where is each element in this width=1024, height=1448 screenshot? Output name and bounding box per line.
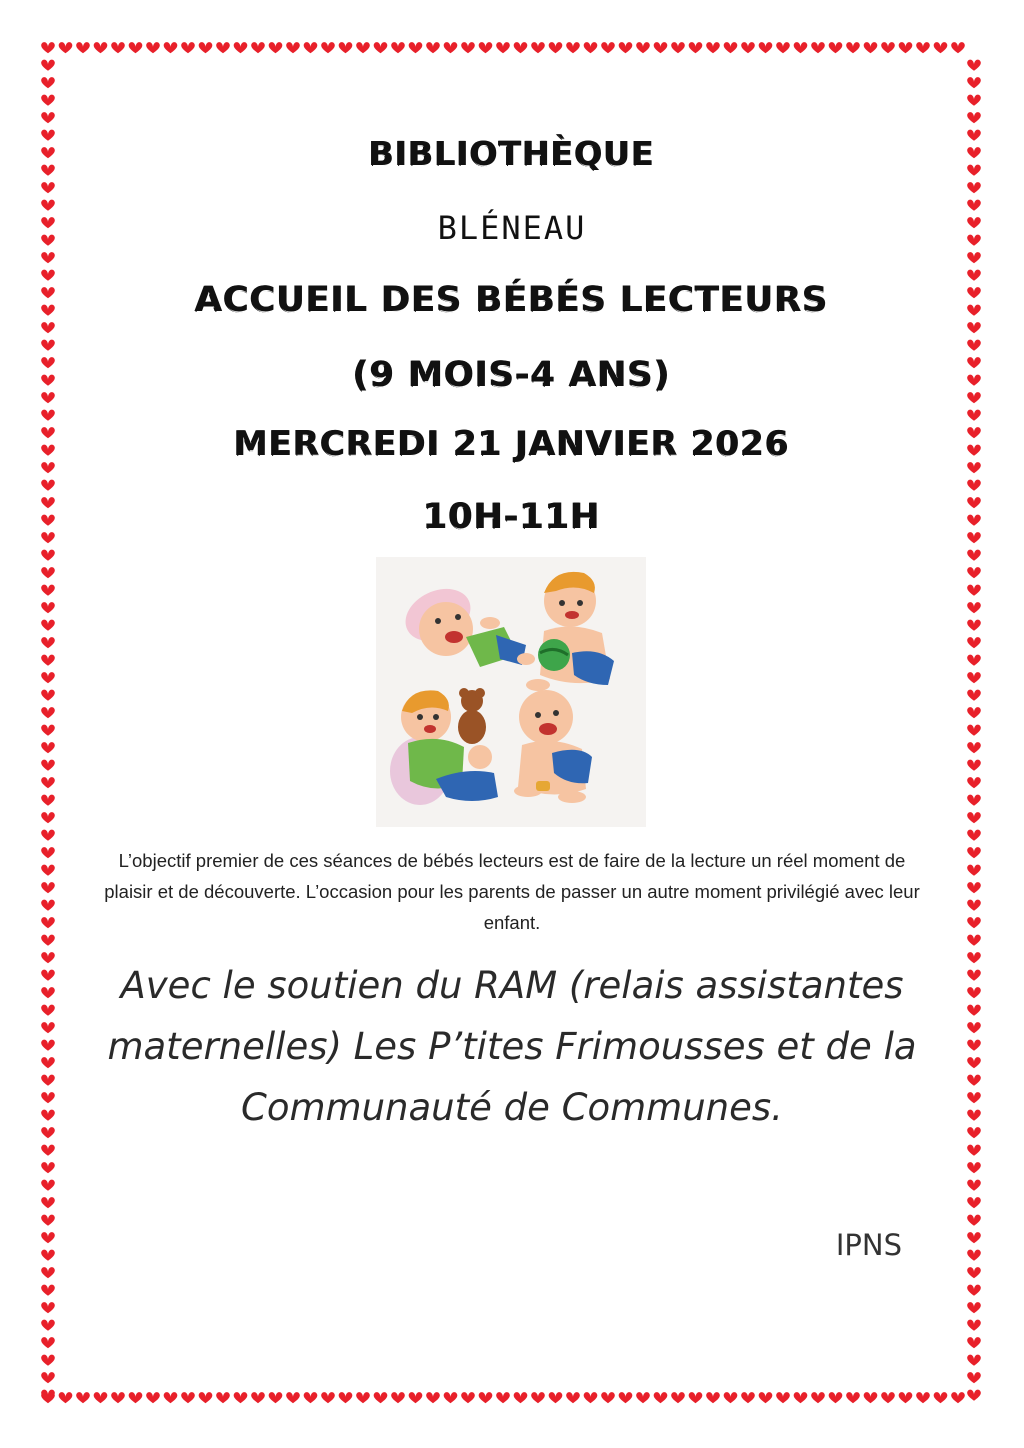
heart-icon (41, 1040, 55, 1051)
heart-icon (41, 550, 55, 561)
heart-icon (967, 1250, 981, 1261)
heart-icon (899, 42, 913, 53)
heart-icon (41, 987, 55, 998)
heart-icon (41, 777, 55, 788)
heart-icon (41, 77, 55, 88)
heart-icon (356, 1392, 370, 1403)
heart-icon (41, 42, 55, 53)
event-time: 10H-11H (423, 497, 601, 537)
heart-icon (967, 847, 981, 858)
heart-icon (129, 1392, 143, 1403)
heart-icon (531, 1392, 545, 1403)
heart-icon (619, 42, 633, 53)
heart-icon (41, 322, 55, 333)
heart-icon (951, 42, 965, 53)
heart-icon (41, 672, 55, 683)
heart-icon (967, 760, 981, 771)
heart-icon (967, 795, 981, 806)
heart-icon (811, 1392, 825, 1403)
heart-icon (426, 1392, 440, 1403)
heart-icon (967, 1320, 981, 1331)
babies-illustration (376, 557, 646, 827)
heart-icon (967, 1180, 981, 1191)
heart-icon (967, 182, 981, 193)
heart-icon (967, 987, 981, 998)
heart-icon (829, 1392, 843, 1403)
heart-icon (967, 1110, 981, 1121)
heart-icon (41, 1267, 55, 1278)
heart-icon (41, 952, 55, 963)
baby-sitting-illustration (514, 690, 592, 803)
heart-icon (286, 42, 300, 53)
heart-icon (967, 1145, 981, 1156)
baby-lying-illustration (397, 579, 535, 667)
heart-icon (41, 1162, 55, 1173)
heart-icon (164, 1392, 178, 1403)
heart-icon (794, 1392, 808, 1403)
heart-icon (846, 42, 860, 53)
heart-icon (689, 1392, 703, 1403)
heart-icon (724, 1392, 738, 1403)
heart-icon (636, 42, 650, 53)
heart-icon (846, 1392, 860, 1403)
heart-icon (967, 812, 981, 823)
heart-icon (967, 690, 981, 701)
heart-icon (41, 1302, 55, 1313)
heart-icon (76, 42, 90, 53)
heart-icon (41, 917, 55, 928)
heart-icon (619, 1392, 633, 1403)
heart-icon (967, 655, 981, 666)
heart-icon (967, 935, 981, 946)
heart-icon (967, 900, 981, 911)
heart-icon (496, 42, 510, 53)
heart-icon (967, 1372, 981, 1383)
heart-icon (199, 42, 213, 53)
heart-icon (41, 707, 55, 718)
heart-icon (531, 42, 545, 53)
heart-icon (269, 42, 283, 53)
heart-icon (706, 42, 720, 53)
heart-icon (967, 60, 981, 71)
heart-icon (199, 1392, 213, 1403)
heart-icon (41, 1232, 55, 1243)
heart-icon (967, 725, 981, 736)
heart-icon (41, 1180, 55, 1191)
heart-icon (304, 42, 318, 53)
heart-icon (321, 42, 335, 53)
heart-icon (41, 567, 55, 578)
heart-icon (41, 812, 55, 823)
heart-icon (967, 1075, 981, 1086)
heart-icon (251, 42, 265, 53)
heart-icon (967, 970, 981, 981)
heart-icon (234, 1392, 248, 1403)
heart-icon (444, 42, 458, 53)
heart-icon (566, 1392, 580, 1403)
heart-icon (514, 1392, 528, 1403)
heart-icon (41, 690, 55, 701)
heart-icon (967, 410, 981, 421)
heart-icon (967, 1215, 981, 1226)
heart-icon (967, 585, 981, 596)
support-statement: Avec le soutien du RAM (relais assistantes maternelles) Les P’tites Frimousses et de la Communauté de Communes. (107, 964, 917, 1129)
heart-icon (741, 1392, 755, 1403)
heart-icon (967, 1127, 981, 1138)
heart-icon (811, 42, 825, 53)
heart-icon (967, 1302, 981, 1313)
heart-icon (776, 42, 790, 53)
heart-icon (967, 1040, 981, 1051)
heart-icon (41, 1005, 55, 1016)
heart-icon (41, 725, 55, 736)
heart-icon (601, 1392, 615, 1403)
heart-icon (549, 1392, 563, 1403)
heart-icon (479, 1392, 493, 1403)
heart-icon (967, 865, 981, 876)
heart-icon (41, 620, 55, 631)
heart-icon (286, 1392, 300, 1403)
heart-icon (514, 42, 528, 53)
heart-icon (967, 637, 981, 648)
heart-icon (41, 1022, 55, 1033)
heart-icon (409, 1392, 423, 1403)
heart-icon (59, 42, 73, 53)
library-title: BIBLIOTHÈQUE (368, 134, 655, 173)
heart-icon (967, 620, 981, 631)
heart-icon (41, 60, 55, 71)
heart-icon (41, 970, 55, 981)
heart-icon (967, 1092, 981, 1103)
heart-icon (967, 252, 981, 263)
heart-icon (41, 1372, 55, 1383)
heart-icon (706, 1392, 720, 1403)
heart-icon (76, 1392, 90, 1403)
heart-icon (391, 42, 405, 53)
heart-icon (111, 42, 125, 53)
heart-icon (41, 602, 55, 613)
heart-icon (916, 1392, 930, 1403)
heart-icon (391, 1392, 405, 1403)
heart-icon (967, 340, 981, 351)
heart-icon (41, 95, 55, 106)
heart-icon (181, 42, 195, 53)
heart-icon (181, 1392, 195, 1403)
heart-icon (94, 1392, 108, 1403)
heart-icon (41, 760, 55, 771)
heart-icon (864, 1392, 878, 1403)
heart-icon (967, 672, 981, 683)
heart-icon (967, 1355, 981, 1366)
heart-icon (409, 42, 423, 53)
ipns-label: IPNS (835, 1228, 902, 1262)
heart-icon (967, 602, 981, 613)
heart-icon (164, 42, 178, 53)
heart-icon (41, 1250, 55, 1261)
heart-icon (967, 952, 981, 963)
heart-icon (41, 1092, 55, 1103)
heart-icon (601, 42, 615, 53)
heart-icon (829, 42, 843, 53)
heart-icon (41, 900, 55, 911)
heart-icon (759, 1392, 773, 1403)
heart-icon (41, 742, 55, 753)
baby-teddy-illustration (390, 688, 498, 805)
heart-icon (967, 830, 981, 841)
heart-icon (724, 42, 738, 53)
heart-icon (129, 42, 143, 53)
heart-icon (967, 77, 981, 88)
heart-icon (374, 1392, 388, 1403)
age-range: (9 MOIS-4 ANS) (353, 355, 671, 395)
heart-icon (864, 42, 878, 53)
heart-icon (41, 1127, 55, 1138)
heart-icon (41, 585, 55, 596)
heart-icon (461, 1392, 475, 1403)
heart-icon (339, 42, 353, 53)
heart-icon (339, 1392, 353, 1403)
heart-icon (636, 1392, 650, 1403)
heart-icon (671, 42, 685, 53)
heart-icon (584, 42, 598, 53)
event-title: ACCUEIL DES BÉBÉS LECTEURS (195, 280, 829, 320)
heart-icon (584, 1392, 598, 1403)
heart-icon (967, 1232, 981, 1243)
heart-icon (689, 42, 703, 53)
heart-icon (967, 480, 981, 491)
heart-icon (916, 42, 930, 53)
heart-icon (146, 42, 160, 53)
heart-icon (41, 1110, 55, 1121)
heart-icon (967, 95, 981, 106)
heart-icon (967, 707, 981, 718)
heart-icon (41, 340, 55, 351)
heart-icon (967, 917, 981, 928)
heart-icon (479, 42, 493, 53)
heart-icon (881, 1392, 895, 1403)
heart-icon (41, 882, 55, 893)
heart-icon (111, 1392, 125, 1403)
heart-icon (41, 1285, 55, 1296)
heart-icon (967, 742, 981, 753)
heart-icon (41, 112, 55, 123)
heart-icon (251, 1392, 265, 1403)
heart-icon (934, 1392, 948, 1403)
heart-icon (41, 1215, 55, 1226)
heart-icon (934, 42, 948, 53)
heart-icon (899, 1392, 913, 1403)
heart-icon (41, 847, 55, 858)
heart-icon (146, 1392, 160, 1403)
heart-icon (881, 42, 895, 53)
heart-icon (654, 42, 668, 53)
heart-icon (41, 1320, 55, 1331)
heart-icon (654, 1392, 668, 1403)
event-date: MERCREDI 21 JANVIER 2026 (234, 424, 790, 464)
heart-icon (967, 1005, 981, 1016)
heart-icon (41, 182, 55, 193)
heart-icon (951, 1392, 965, 1403)
heart-icon (967, 1162, 981, 1173)
heart-icon (41, 1337, 55, 1348)
heart-icon (269, 1392, 283, 1403)
heart-icon (967, 322, 981, 333)
heart-icon (967, 1057, 981, 1068)
heart-icon (41, 830, 55, 841)
heart-icon (967, 1337, 981, 1348)
heart-icon (41, 1355, 55, 1366)
heart-icon (967, 1285, 981, 1296)
heart-icon (41, 1075, 55, 1086)
heart-icon (461, 42, 475, 53)
heart-icon (374, 42, 388, 53)
heart-icon (94, 42, 108, 53)
heart-icon (741, 42, 755, 53)
heart-icon (759, 42, 773, 53)
heart-icon (967, 777, 981, 788)
heart-icon (59, 1392, 73, 1403)
heart-icon (41, 637, 55, 648)
heart-icon (967, 550, 981, 561)
heart-icon (41, 480, 55, 491)
heart-icon (41, 935, 55, 946)
event-description: L’objectif premier de ces séances de bébés lecteurs est de faire de la lecture un réel moment de plaisir et de découverte. L’occasion pour les parents de passer un autre moment privilégié avec leur enfant. (104, 850, 920, 933)
heart-icon (967, 1022, 981, 1033)
heart-icon (566, 42, 580, 53)
heart-icon (216, 1392, 230, 1403)
heart-icon (794, 42, 808, 53)
heart-icon (356, 42, 370, 53)
heart-icon (41, 1197, 55, 1208)
heart-icon (967, 1390, 981, 1401)
heart-icon (216, 42, 230, 53)
heart-icon (444, 1392, 458, 1403)
heart-icon (426, 42, 440, 53)
heart-icon (41, 1145, 55, 1156)
heart-icon (41, 410, 55, 421)
heart-icon (304, 1392, 318, 1403)
heart-icon (671, 1392, 685, 1403)
heart-icon (234, 42, 248, 53)
heart-icon (967, 567, 981, 578)
heart-icon (967, 1267, 981, 1278)
heart-icon (967, 1197, 981, 1208)
town-name: BLÉNEAU (437, 209, 587, 247)
heart-icon (549, 42, 563, 53)
heart-icon (41, 252, 55, 263)
heart-icon (967, 112, 981, 123)
heart-icon (41, 795, 55, 806)
baby-ball-illustration (526, 572, 614, 691)
heart-icon (967, 882, 981, 893)
heart-icon (496, 1392, 510, 1403)
heart-icon (41, 865, 55, 876)
heart-icon (41, 655, 55, 666)
heart-icon (776, 1392, 790, 1403)
heart-icon (321, 1392, 335, 1403)
heart-icon (41, 1057, 55, 1068)
